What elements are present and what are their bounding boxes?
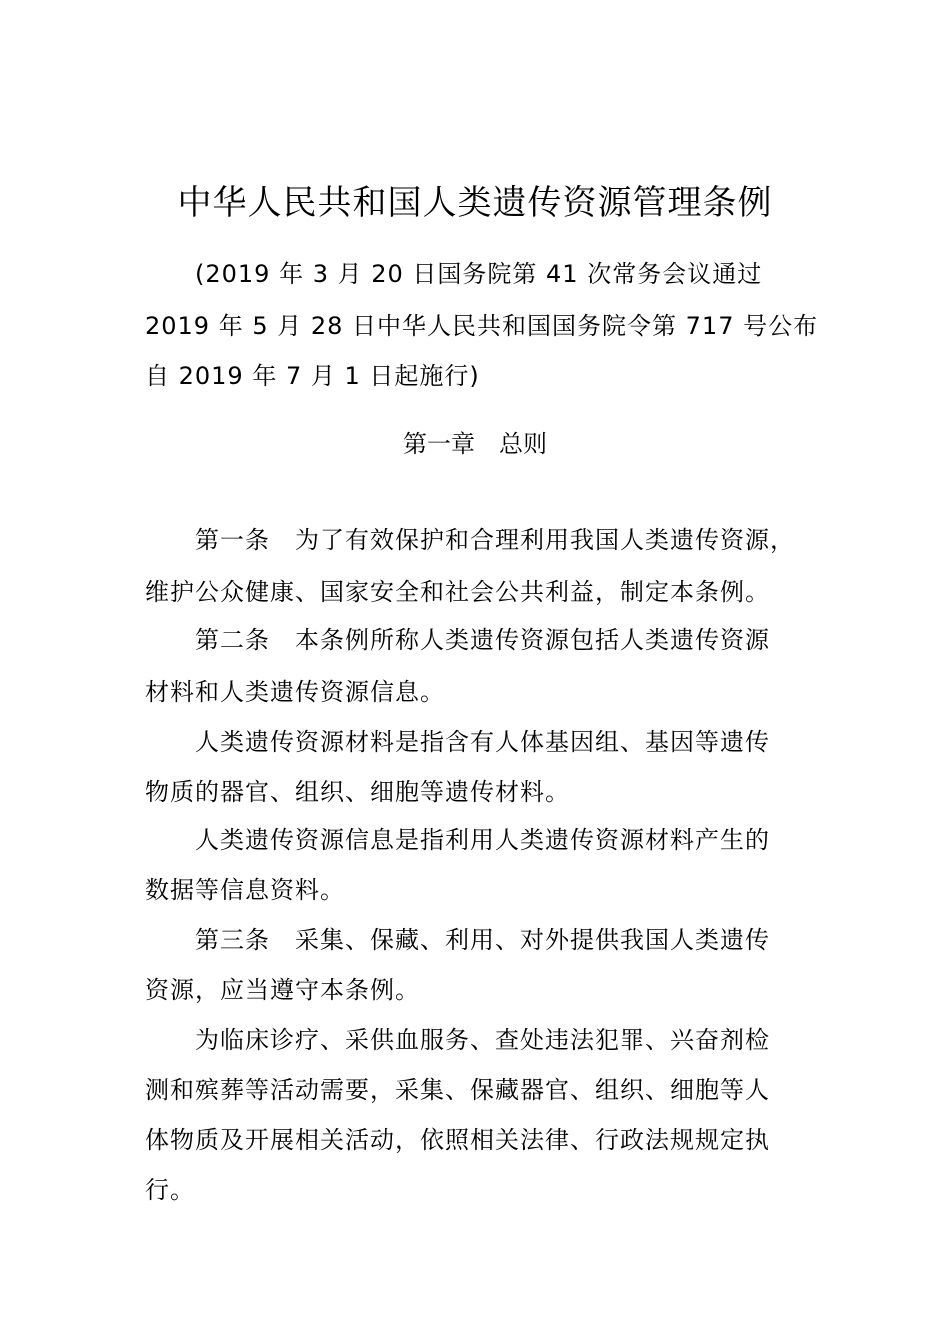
paragraph-line: 资源，应当遵守本条例。: [145, 976, 420, 1004]
paragraph-line: 物质的器官、组织、细胞等遗传材料。: [145, 778, 570, 806]
paragraph-line: 测和殡葬等活动需要，采集、保藏器官、组织、细胞等人: [145, 1076, 770, 1104]
preamble-line: 2019 年 5 月 28 日中华人民共和国国务院令第 717 号公布: [145, 312, 819, 340]
paragraph-line: 材料和人类遗传资源信息。: [145, 678, 445, 706]
paragraph-line: 第三条 采集、保藏、利用、对外提供我国人类遗传: [195, 926, 770, 954]
paragraph-line: 第二条 本条例所称人类遗传资源包括人类遗传资源: [195, 626, 770, 654]
paragraph-line: 人类遗传资源材料是指含有人体基因组、基因等遗传: [195, 728, 770, 756]
paragraph-line: 为临床诊疗、采供血服务、查处违法犯罪、兴奋剂检: [195, 1026, 770, 1054]
paragraph-line: 维护公众健康、国家安全和社会公共利益，制定本条例。: [145, 578, 770, 606]
paragraph-line: 人类遗传资源信息是指利用人类遗传资源材料产生的: [195, 826, 770, 854]
preamble-line: (2019 年 3 月 20 日国务院第 41 次常务会议通过: [195, 260, 763, 288]
paragraph-line: 体物质及开展相关活动，依照相关法律、行政法规规定执: [145, 1126, 770, 1154]
preamble-line: 自 2019 年 7 月 1 日起施行): [145, 362, 480, 390]
paragraph-line: 第一条 为了有效保护和合理利用我国人类遗传资源，: [195, 526, 795, 554]
chapter-heading: 第一章 总则: [403, 430, 547, 458]
paragraph-line: 数据等信息资料。: [145, 876, 345, 904]
document-title: 中华人民共和国人类遗传资源管理条例: [177, 183, 773, 223]
paragraph-line: 行。: [145, 1176, 195, 1204]
